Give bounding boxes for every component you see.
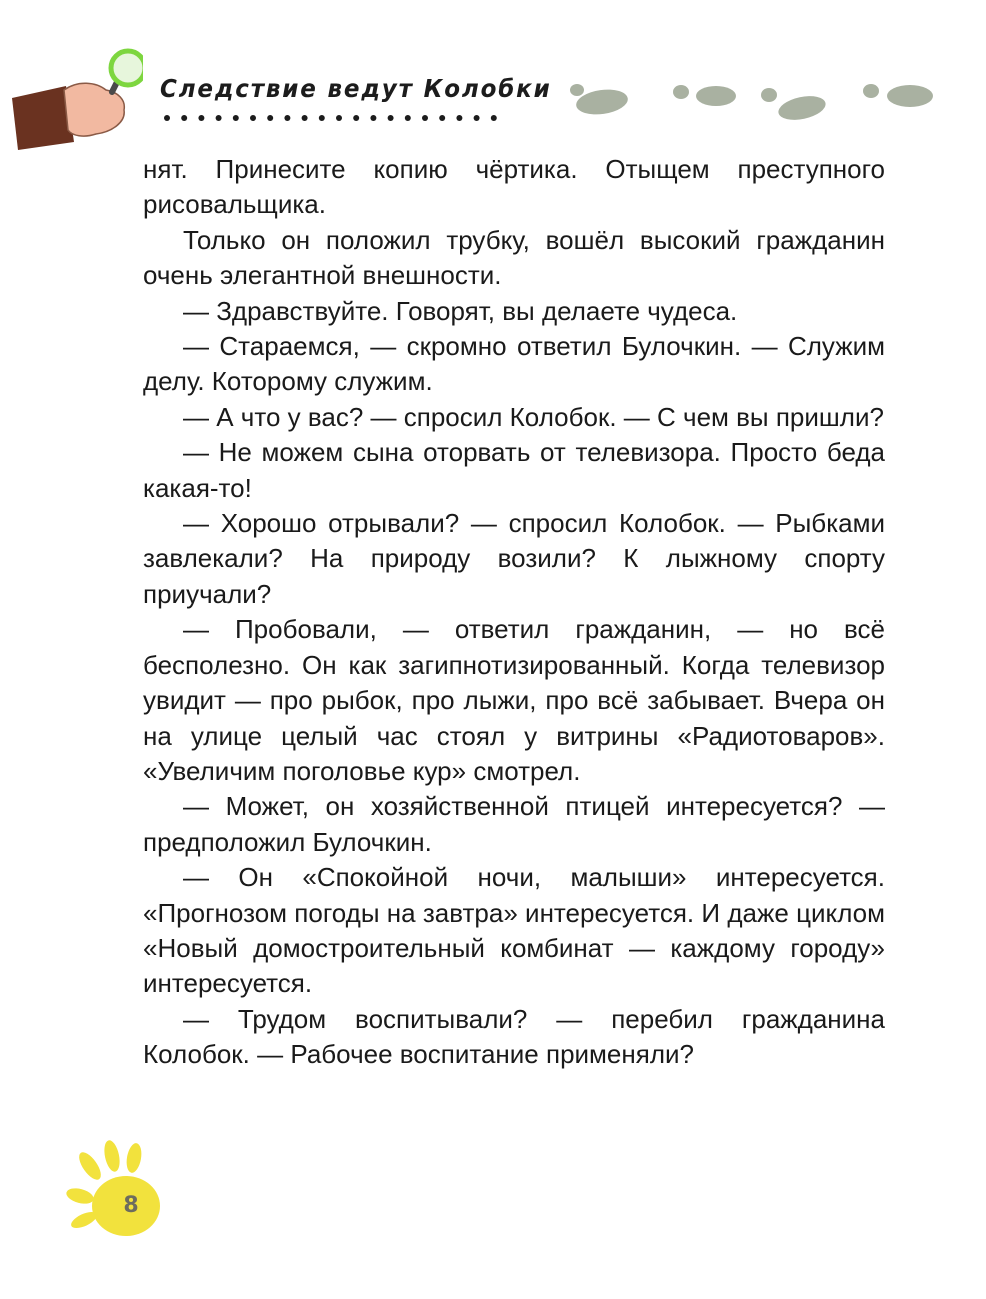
paragraph: Только он положил трубку, вошёл высокий гражданин очень элегантной внешности. — [143, 224, 885, 291]
title-dot — [216, 115, 222, 121]
paragraph: — Он «Спокойной ночи, малыши» интересуется. «Прогнозом погоды на завтра» интересуется. И даже циклом «Новый домостроительный комбинат — каждому городу» интересуется. — [143, 862, 885, 999]
paragraph: — Здравствуйте. Говорят, вы делаете чудеса. — [183, 295, 738, 326]
magnifier-lens — [111, 51, 143, 85]
footprint-1 — [570, 84, 629, 118]
title-dot — [181, 115, 187, 121]
title-dot — [267, 115, 273, 121]
title-dot — [336, 115, 342, 121]
paragraph: — Может, он хозяйственной птицей интересуется? — предположил Булочкин. — [143, 791, 885, 857]
title-dot — [233, 115, 239, 121]
paragraph: — Трудом воспитывали? — перебил гражданина Колобок. — Рабочее воспитание применяли? — [143, 1003, 885, 1070]
title-dot — [388, 115, 394, 121]
footprint-3 — [761, 88, 828, 124]
title-dot — [198, 115, 204, 121]
title-dot — [302, 115, 308, 121]
paragraph: нят. Принесите копию чёртика. Отыщем преступного рисовальщика. — [143, 154, 885, 220]
footprint-4 — [863, 84, 933, 107]
running-title: Следствие ведут Колобки — [160, 74, 552, 103]
title-dot — [250, 115, 256, 121]
title-dot — [405, 115, 411, 121]
title-dot — [164, 115, 170, 121]
title-dot — [353, 115, 359, 121]
title-dot — [474, 115, 480, 121]
title-dot — [491, 115, 497, 121]
footprint-2 — [673, 85, 736, 106]
paragraph: — Хорошо отрывали? — спросил Колобок. — Рыбками завлекали? На природу возили? К лыжному спорту приучали? — [143, 508, 885, 609]
title-dot — [319, 115, 325, 121]
page-number: 8 — [123, 1193, 139, 1218]
paragraph: — А что у вас? — спросил Колобок. — С чем вы пришли? — [183, 401, 884, 432]
paragraph: — Стараемся, — скромно ответил Булочкин. — Служим делу. Которому служим. — [143, 331, 885, 397]
footprints-decoration — [566, 78, 966, 138]
title-dot — [284, 115, 290, 121]
title-dot — [439, 115, 445, 121]
yellow-handprint-icon — [62, 1140, 162, 1240]
paragraph: — Пробовали, — ответил гражданин, — но всё бесполезно. Он как загипнотизированный. Когда телевизор увидит — про рыбок, про лыжи, про всё забывает. Вчера он на улице целый час стоял у витрины «Радиотоваров». «Увеличим поголовье кур» смотрел. — [143, 614, 885, 786]
title-dot — [370, 115, 376, 121]
page-header — [0, 0, 986, 150]
paragraph: — Не можем сына оторвать от телевизора. Просто беда какая-то! — [143, 437, 885, 503]
title-dot — [422, 115, 428, 121]
title-dotted-underline — [163, 112, 503, 124]
story-text — [143, 152, 885, 1073]
hand-magnifier-icon — [8, 46, 143, 151]
title-dot — [456, 115, 462, 121]
